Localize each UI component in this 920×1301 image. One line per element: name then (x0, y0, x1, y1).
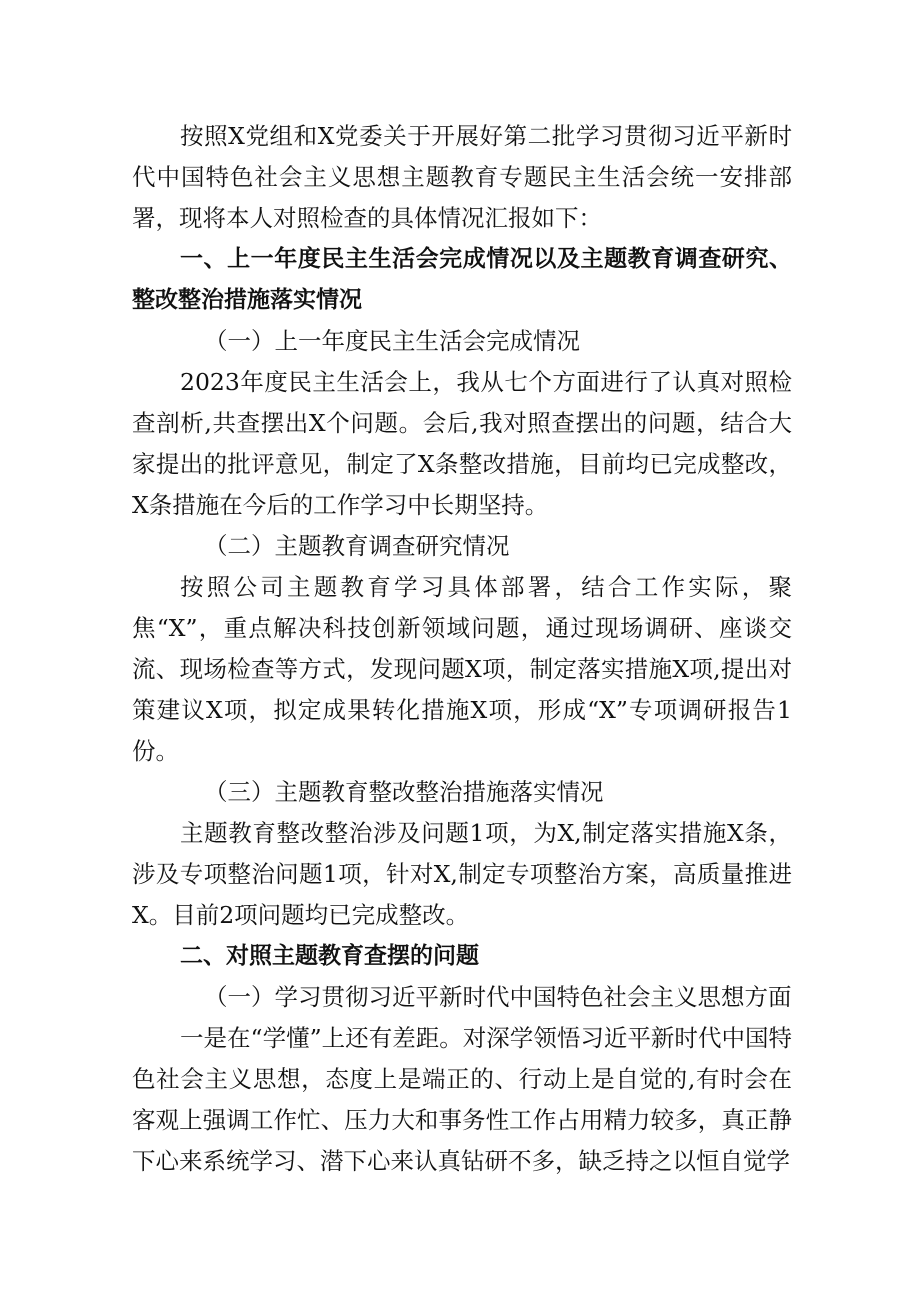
subsection-heading-1-2: （二）主题教育调查研究情况 (204, 532, 510, 560)
section-heading-2: 二、对照主题教育查摆的问题 (180, 943, 479, 969)
body-paragraph-1-1: 2023年度民主生活会上，我从七个方面进行了认真对照检查剖析,共查摆出X个问题。会后,我对照查摆出的问题，结合大家提出的批评意见，制定了X条整改措施，目前均已完成整改，X条措施在今后的工作学习中长期坚持。 (132, 368, 792, 519)
intro-paragraph: 按照X党组和X党委关于开展好第二批学习贯彻习近平新时代中国特色社会主义思想主题教育专题民主生活会统一安排部署，现将本人对照检查的具体情况汇报如下： (132, 122, 792, 232)
subsection-heading-1-3: （三）主题教育整改整治措施落实情况 (204, 778, 604, 806)
body-paragraph-1-2: 按照公司主题教育学习具体部署，结合工作实际，聚焦“X”，重点解决科技创新领域问题，通过现场调研、座谈交流、现场检查等方式，发现问题X项，制定落实措施X项,提出对策建议X项，拟定成果转化措施X项，形成“X”专项调研报告1份。 (132, 573, 792, 765)
subsection-heading-1-1: （一）上一年度民主生活会完成情况 (204, 327, 580, 355)
section-heading-1: 一、上一年度民主生活会完成情况以及主题教育调查研究、整改整治措施落实情况 (132, 246, 792, 313)
document-body (132, 116, 792, 1182)
body-paragraph-2-1: 一是在“学懂”上还有差距。对深学领悟习近平新时代中国特色社会主义思想，态度上是端正的、行动上是自觉的,有时会在客观上强调工作忙、压力大和事务性工作占用精力较多，真正静下心来系统学习、潜下心来认真钻研不多，缺乏持之以恒自觉学 (132, 1024, 792, 1175)
body-paragraph-1-3: 主题教育整改整治涉及问题1项，为X,制定落实措施X条，涉及专项整治问题1项，针对X,制定专项整治方案，高质量推进X。目前2项问题均已完成整改。 (132, 819, 792, 929)
subsection-heading-2-1: （一）学习贯彻习近平新时代中国特色社会主义思想方面 (204, 983, 792, 1011)
